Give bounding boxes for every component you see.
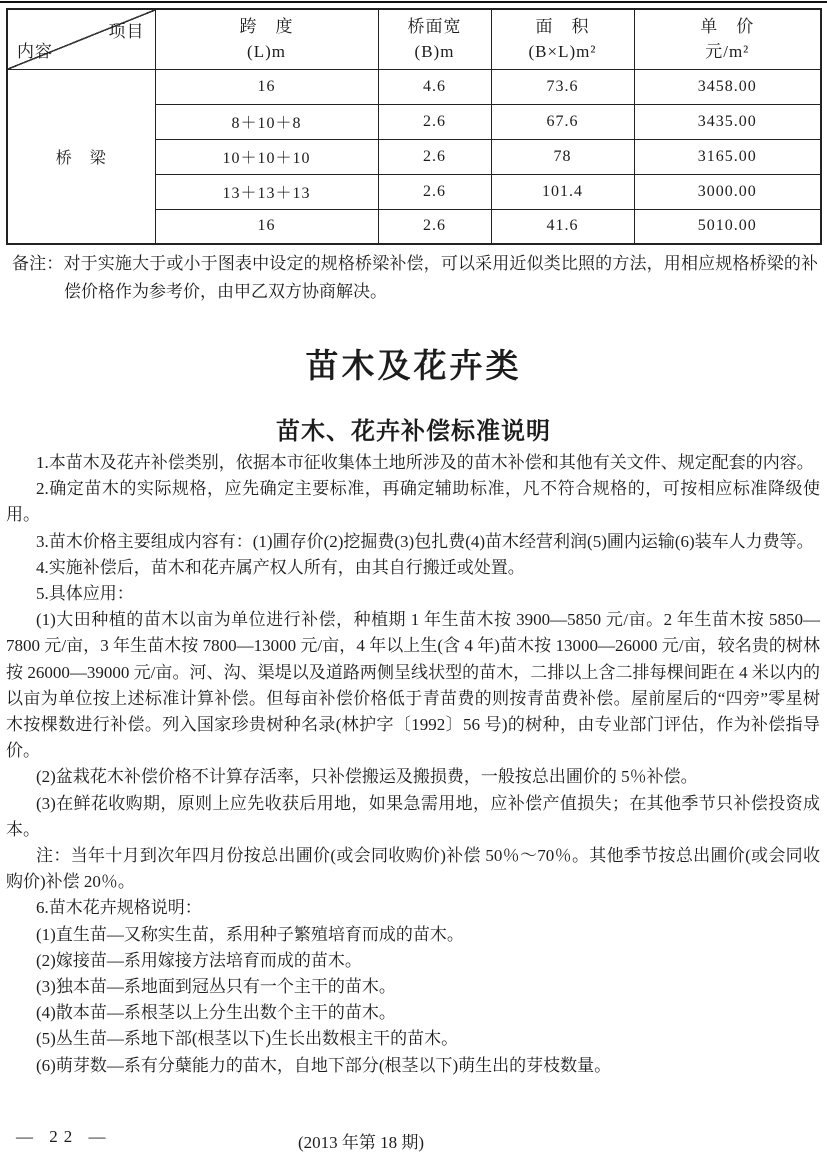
paragraph: (1)大田种植的苗木以亩为单位进行补偿，种植期 1 年生苗木按 3900—5850 元/亩。2 年生苗木按 5850—7800 元/亩，3 年生苗木按 7800—13000 元/亩，4 年以上生(含 4 年)苗木按 13000—26000 元/亩，较名贵的树林按 26000—39000 元/亩。河、沟、渠堤以及道路两侧呈线状型的苗木，二排以上含二排每棵间距在 4 米以内的以亩为单位按上述标准计算补偿。但每亩补偿价格低于青苗费的则按青苗费补偿。屋前屋后的“四旁”零星树木按棵数进行补偿。列入国家珍贵树种名录(林护字〔1992〕56 号)的树种，由专业部门评估，作为补偿指导价。 <box>6 610 820 761</box>
cell-deck-width: 2.6 <box>378 209 491 244</box>
cell-span: 10＋10＋10 <box>155 139 378 174</box>
paragraph: 2.确定苗木的实际规格，应先确定主要标准，再确定辅助标准，凡不符合规格的，可按相应标准降级使用。 <box>6 479 820 525</box>
cell-area: 101.4 <box>491 174 634 209</box>
cell-deck-width: 2.6 <box>378 174 491 209</box>
column-header-unit-price <box>634 9 821 69</box>
cell-unit-price: 3000.00 <box>634 174 821 209</box>
cell-span: 16 <box>155 209 378 244</box>
page-top-rule <box>0 1 827 3</box>
column-header-span <box>155 9 378 69</box>
header-area-title: 面 积 <box>535 17 590 37</box>
row-group-label-bridge: 桥 梁 <box>7 69 155 244</box>
cell-area: 73.6 <box>491 69 634 104</box>
cell-span: 8＋10＋8 <box>155 104 378 139</box>
paragraph: (4)散本苗—系根茎以上分生出数个主干的苗木。 <box>36 1003 396 1023</box>
header-span-unit: (L)m <box>247 42 286 62</box>
paragraph: 3.苗木价格主要组成内容有：(1)圃存价(2)挖掘费(3)包扎费(4)苗木经营利润(5)圃内运输(6)装车人力费等。 <box>36 531 814 551</box>
header-price-title: 单 价 <box>700 17 755 37</box>
footnote-label: 备注： <box>12 254 64 273</box>
header-span-title: 跨 度 <box>239 17 294 37</box>
cell-area: 41.6 <box>491 209 634 244</box>
corner-label-content: 内容 <box>17 41 53 61</box>
footnote-text: 对于实施大于或小于图表中设定的规格桥梁补偿，可以采用近似类比照的方法，用相应规格桥梁的补偿价格作为参考价，由甲乙双方协商解决。 <box>63 254 819 301</box>
column-header-deck-width <box>378 9 491 69</box>
cell-unit-price: 5010.00 <box>634 209 821 244</box>
bridge-compensation-table <box>6 8 822 245</box>
section-subtitle: 苗木、花卉补偿标准说明 <box>276 419 551 445</box>
paragraph: (3)独本苗—系地面到冠丛只有一个主干的苗木。 <box>36 977 396 997</box>
paragraph: (5)丛生苗—系地下部(根茎以下)生长出数根主干的苗木。 <box>36 1029 459 1049</box>
header-area-unit: (B×L)m² <box>528 42 597 62</box>
paragraph: 注：当年十月到次年四月份按总出圃价(或会同收购价)补偿 50％～70％。其他季节按总出圃价(或会同收购价)补偿 20％。 <box>6 846 820 892</box>
paragraph: (2)嫁接苗—系用嫁接方法培育而成的苗木。 <box>36 950 362 970</box>
cell-unit-price: 3458.00 <box>634 69 821 104</box>
paragraph: (2)盆栽花木补偿价格不计算存活率，只补偿搬运及搬损费，一般按总出圃价的 5％补偿。 <box>36 767 698 787</box>
issue-label: (2013 年第 18 期) <box>298 1133 425 1152</box>
cell-deck-width: 4.6 <box>378 69 491 104</box>
section-title: 苗木及花卉类 <box>305 349 522 385</box>
cell-unit-price: 3435.00 <box>634 104 821 139</box>
table-row <box>7 69 821 104</box>
column-header-area <box>491 9 634 69</box>
paragraph: 4.实施补偿后，苗木和花卉属产权人所有，由其自行搬迁或处置。 <box>36 557 525 577</box>
paragraph: 5.具体应用： <box>36 584 134 604</box>
corner-label-item: 项目 <box>108 22 145 41</box>
table-footnote <box>12 250 818 306</box>
header-deck-unit: (B)m <box>414 42 455 62</box>
body-text <box>6 450 820 1079</box>
header-deck-title: 桥面宽 <box>407 17 462 37</box>
paragraph: (3)在鲜花收购期，原则上应先收获后用地，如果急需用地，应补偿产值损失；在其他季节只补偿投资成本。 <box>6 793 820 839</box>
cell-deck-width: 2.6 <box>378 139 491 174</box>
table-corner-cell <box>7 9 155 69</box>
paragraph: 1.本苗木及花卉补偿类别，依据本市征收集体土地所涉及的苗木补偿和其他有关文件、规定配套的内容。 <box>36 453 814 472</box>
page-number: — 22 — <box>16 1127 112 1146</box>
paragraph: (6)萌芽数—系有分蘖能力的苗木，自地下部分(根茎以下)萌生出的芽枝数量。 <box>36 1055 612 1075</box>
table-header-row <box>7 9 821 69</box>
cell-unit-price: 3165.00 <box>634 139 821 174</box>
cell-span: 13＋13＋13 <box>155 174 378 209</box>
cell-span: 16 <box>155 69 378 104</box>
header-price-unit: 元/m² <box>705 42 750 62</box>
cell-area: 78 <box>491 139 634 174</box>
cell-area: 67.6 <box>491 104 634 139</box>
paragraph: (1)直生苗—又称实生苗，系用种子繁殖培育而成的苗木。 <box>36 924 464 944</box>
cell-deck-width: 2.6 <box>378 104 491 139</box>
paragraph: 6.苗木花卉规格说明： <box>36 898 202 918</box>
